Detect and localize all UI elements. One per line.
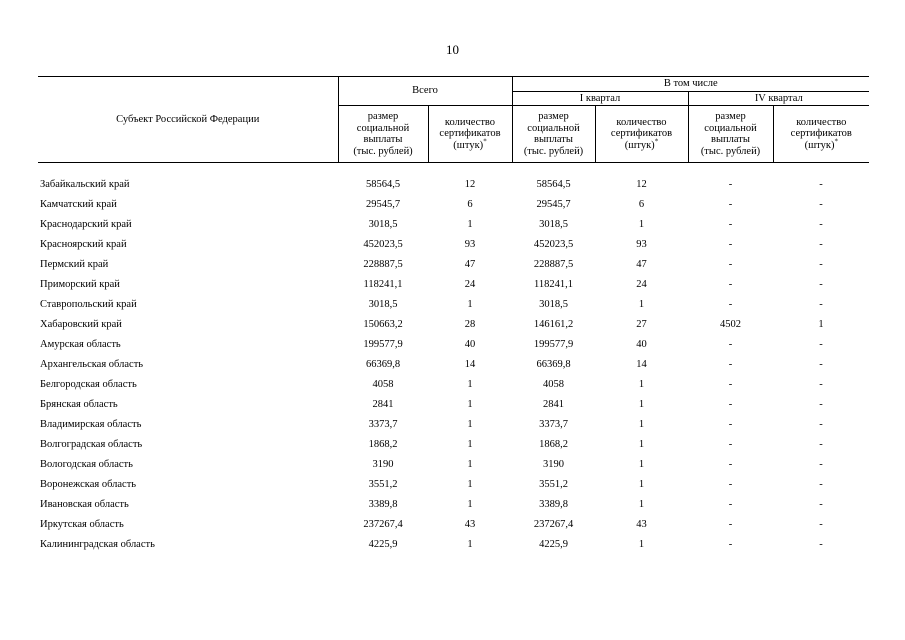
- region-name: Забайкальский край: [40, 179, 130, 191]
- q1-count-cell: 1: [638, 539, 645, 551]
- payment-header-line: выплаты: [534, 134, 573, 145]
- q1-count-cell: 27: [636, 319, 647, 331]
- total-payment-cell: 3551,2: [368, 479, 398, 491]
- total-count-cell: 12: [464, 179, 476, 191]
- subject-header: Субъект Российской Федерации: [38, 77, 338, 163]
- total-count-cell: 6: [467, 199, 473, 211]
- total-payment-cell: 3389,8: [368, 499, 398, 511]
- q1-payment-cell: 3373,7: [539, 419, 568, 431]
- count-header-line: сертификатов: [610, 128, 673, 140]
- table-row: [38, 335, 869, 355]
- table-row: [38, 455, 869, 475]
- q1-count-cell: 93: [636, 239, 647, 251]
- total-payment-cell: 228887,5: [363, 259, 403, 271]
- q4-payment-cell: -: [728, 459, 733, 471]
- q4-payment-cell: -: [728, 439, 733, 451]
- table-row: [38, 415, 869, 435]
- total-payment-cell: 199577,9: [363, 339, 403, 351]
- q4-count-cell: -: [819, 499, 823, 511]
- total-count-cell: 28: [464, 319, 476, 331]
- q4-payment-cell: -: [728, 539, 733, 551]
- total-payment-cell: 150663,2: [363, 319, 403, 331]
- footnote-mark: *: [483, 137, 487, 146]
- q1-payment-cell: 1868,2: [539, 439, 568, 451]
- q1-count-header: [595, 106, 688, 163]
- total-payment-header: [338, 106, 428, 163]
- payment-header-line: социальной: [704, 122, 757, 134]
- table-row: [38, 375, 869, 395]
- data-table: [38, 76, 869, 555]
- region-name: Ставропольский край: [40, 299, 137, 311]
- q1-count-cell: 1: [638, 419, 645, 431]
- q4-payment-cell: -: [728, 199, 733, 211]
- table-row: [38, 295, 869, 315]
- q4-payment-cell: -: [728, 299, 733, 311]
- count-header-line: (штук): [453, 139, 484, 151]
- total-payment-cell: 3018,5: [368, 219, 398, 231]
- total-payment-cell: 1868,2: [368, 439, 398, 451]
- q4-count-cell: -: [819, 279, 823, 291]
- total-count-cell: 1: [467, 299, 473, 311]
- q1-count-cell: 1: [638, 479, 645, 491]
- q4-count-cell: -: [819, 419, 823, 431]
- region-name: Камчатский край: [40, 199, 117, 211]
- table-header: [38, 77, 869, 163]
- total-payment-cell: 3373,7: [368, 419, 398, 431]
- payment-header-line: (тыс. рублей): [523, 145, 584, 157]
- payment-header-line: социальной: [527, 122, 580, 134]
- q1-payment-cell: 3190: [543, 459, 564, 471]
- q4-payment-cell: -: [728, 499, 733, 511]
- q1-payment-cell: 58564,5: [536, 179, 571, 191]
- q1-payment-cell: 4058: [543, 379, 564, 391]
- q4-count-cell: -: [819, 339, 823, 351]
- total-count-cell: 1: [467, 479, 473, 491]
- total-count-cell: 1: [467, 439, 473, 451]
- table-row: [38, 315, 869, 335]
- region-name: Архангельская область: [40, 359, 144, 371]
- q4-count-cell: -: [819, 479, 823, 491]
- total-count-cell: 93: [464, 239, 476, 251]
- total-header: Всего: [338, 77, 512, 106]
- region-name: Белгородская область: [40, 379, 137, 391]
- count-header-line: (штук): [804, 139, 835, 151]
- total-payment-cell: 66369,8: [365, 359, 401, 371]
- payment-header-line: (тыс. рублей): [353, 145, 413, 157]
- q4-count-cell: -: [819, 299, 823, 311]
- q4-count-cell: -: [819, 439, 823, 451]
- quarter4-header: IV квартал: [688, 91, 869, 106]
- quarter1-header: I квартал: [512, 91, 688, 106]
- q4-payment-cell: -: [728, 279, 733, 291]
- q4-payment-cell: -: [728, 359, 733, 371]
- q4-count-cell: -: [819, 519, 823, 531]
- region-name: Краснодарский край: [40, 219, 132, 231]
- table-row: [38, 235, 869, 255]
- q1-count-cell: 1: [638, 399, 645, 411]
- q4-payment-cell: -: [728, 219, 733, 231]
- q4-payment-cell: -: [728, 419, 733, 431]
- region-name: Хабаровский край: [40, 319, 122, 331]
- region-name: Красноярский край: [40, 239, 127, 251]
- total-count-cell: 1: [467, 219, 473, 231]
- q1-payment-cell: 2841: [543, 399, 564, 411]
- page-number: 10: [446, 42, 459, 57]
- q1-payment-cell: 4225,9: [539, 539, 568, 551]
- table-row: [38, 395, 869, 415]
- total-payment-cell: 118241,1: [363, 279, 403, 291]
- q1-payment-cell: 228887,5: [533, 259, 574, 271]
- table-body: [38, 163, 869, 556]
- total-payment-cell: 3190: [372, 459, 394, 471]
- count-header-line: количество: [444, 116, 496, 128]
- q4-count-cell: -: [819, 179, 823, 191]
- table-row: [38, 495, 869, 515]
- q4-payment-cell: -: [728, 519, 733, 531]
- region-name: Иркутская область: [40, 519, 124, 531]
- region-name: Калининградская область: [40, 539, 155, 551]
- total-count-cell: 1: [467, 499, 473, 511]
- q1-count-cell: 1: [638, 439, 645, 451]
- table-row: [38, 215, 869, 235]
- q4-count-cell: -: [819, 239, 823, 251]
- q4-payment-cell: -: [728, 239, 733, 251]
- total-payment-cell: 452023,5: [363, 239, 403, 251]
- region-name: Амурская область: [40, 339, 121, 351]
- table-row: [38, 275, 869, 295]
- region-name: Ивановская область: [40, 499, 129, 511]
- table-row: [38, 355, 869, 375]
- table-row: [38, 475, 869, 495]
- footnote-mark: *: [834, 137, 838, 146]
- total-count-cell: 24: [464, 279, 476, 291]
- q4-count-cell: -: [819, 259, 823, 271]
- region-name: Владимирская область: [40, 419, 142, 431]
- table-row: [38, 515, 869, 535]
- count-header-line: (штук): [624, 139, 655, 151]
- total-count-cell: 1: [467, 419, 473, 431]
- q1-count-cell: 24: [636, 279, 647, 291]
- total-count-cell: 1: [467, 399, 473, 411]
- q4-count-cell: -: [819, 459, 823, 471]
- q1-count-cell: 1: [638, 499, 645, 511]
- q1-payment-cell: 66369,8: [536, 359, 571, 371]
- q4-payment-cell: -: [728, 399, 733, 411]
- table-row: [38, 195, 869, 215]
- payment-header-line: выплаты: [363, 134, 403, 145]
- q1-count-cell: 47: [636, 259, 647, 271]
- q1-count-cell: 1: [638, 459, 645, 471]
- total-count-cell: 43: [464, 519, 476, 531]
- total-payment-cell: 2841: [372, 399, 394, 411]
- q1-payment-cell: 146161,2: [533, 319, 574, 331]
- q1-payment-cell: 3389,8: [539, 499, 568, 511]
- total-payment-cell: 237267,4: [363, 519, 403, 531]
- q1-count-cell: 40: [636, 339, 647, 351]
- total-count-cell: 1: [467, 459, 473, 471]
- q1-count-cell: 1: [638, 219, 645, 231]
- payment-header-line: размер: [715, 111, 746, 122]
- q1-count-cell: 6: [638, 199, 645, 211]
- q4-payment-cell: -: [728, 479, 733, 491]
- q1-count-cell: 14: [636, 359, 647, 371]
- q1-count-cell: 1: [638, 299, 645, 311]
- total-payment-cell: 4225,9: [368, 539, 398, 551]
- count-header-line: количество: [796, 116, 847, 128]
- q1-count-cell: 12: [636, 179, 647, 191]
- total-count-cell: 40: [464, 339, 476, 351]
- q4-count-cell: -: [819, 359, 823, 371]
- region-name: Вологодская область: [40, 459, 133, 471]
- q1-payment-cell: 29545,7: [536, 199, 571, 211]
- q1-payment-cell: 452023,5: [533, 239, 574, 251]
- payment-header-line: выплаты: [711, 134, 750, 145]
- total-count-header: [428, 106, 512, 163]
- q4-payment-header: [688, 106, 773, 163]
- count-header-line: сертификатов: [790, 128, 852, 140]
- q1-payment-cell: 199577,9: [533, 339, 574, 351]
- q4-payment-cell: -: [728, 379, 733, 391]
- q1-payment-cell: 237267,4: [533, 519, 574, 531]
- payment-header-line: размер: [367, 111, 399, 122]
- q4-count-cell: -: [819, 219, 823, 231]
- total-payment-cell: 3018,5: [368, 299, 398, 311]
- total-payment-cell: 29545,7: [365, 199, 401, 211]
- region-name: Приморский край: [40, 279, 120, 291]
- q1-count-cell: 1: [638, 379, 645, 391]
- q4-count-cell: 1: [818, 319, 824, 331]
- count-header-line: сертификатов: [439, 128, 501, 140]
- q4-count-cell: -: [819, 379, 823, 391]
- total-count-cell: 14: [464, 359, 476, 371]
- total-count-cell: 1: [467, 539, 473, 551]
- q1-payment-cell: 3018,5: [539, 219, 568, 231]
- table-row: [38, 535, 869, 555]
- including-header: В том числе: [512, 77, 869, 92]
- q4-count-cell: -: [819, 199, 823, 211]
- total-payment-cell: 58564,5: [365, 179, 401, 191]
- q4-payment-cell: -: [728, 339, 733, 351]
- q4-payment-cell: -: [728, 179, 733, 191]
- q1-payment-cell: 118241,1: [534, 279, 573, 291]
- payment-header-line: (тыс. рублей): [700, 145, 761, 157]
- table-row: [38, 435, 869, 455]
- q1-payment-cell: 3551,2: [539, 479, 568, 491]
- region-name: Пермский край: [40, 259, 109, 271]
- region-name: Волгоградская область: [40, 439, 143, 451]
- total-count-cell: 1: [467, 379, 473, 391]
- region-name: Воронежская область: [40, 479, 137, 491]
- count-header-line: количество: [616, 116, 667, 128]
- q1-count-cell: 43: [636, 519, 647, 531]
- q1-payment-header: [512, 106, 595, 163]
- table-row: [38, 255, 869, 275]
- q4-payment-cell: 4502: [720, 319, 741, 331]
- payment-header-line: социальной: [356, 122, 410, 134]
- q1-payment-cell: 3018,5: [539, 299, 568, 311]
- footnote-mark: *: [654, 137, 659, 146]
- total-count-cell: 47: [464, 259, 476, 271]
- q4-payment-cell: -: [728, 259, 733, 271]
- total-payment-cell: 4058: [372, 379, 394, 391]
- q4-count-header: [773, 106, 869, 163]
- payment-header-line: размер: [538, 111, 569, 122]
- region-name: Брянская область: [40, 399, 118, 411]
- table-row: [38, 175, 869, 195]
- q4-count-cell: -: [819, 539, 823, 551]
- q4-count-cell: -: [819, 399, 823, 411]
